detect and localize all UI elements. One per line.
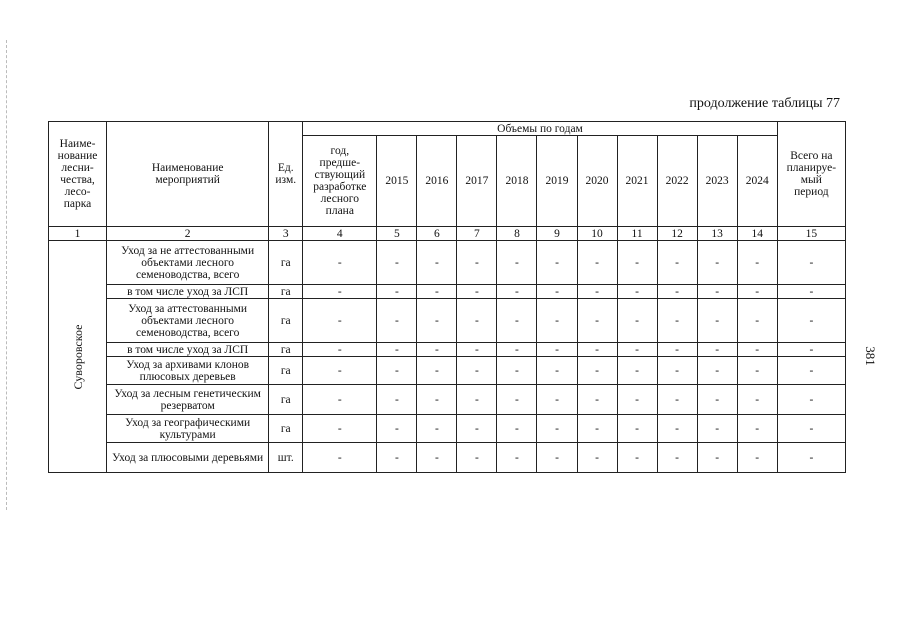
value-cell: - [457, 285, 497, 299]
column-number: 10 [577, 227, 617, 241]
forestry-plan-table [48, 121, 846, 473]
value-cell: - [303, 299, 377, 343]
value-cell: - [377, 443, 417, 473]
value-cell: - [457, 299, 497, 343]
value-cell: - [577, 285, 617, 299]
value-cell: - [497, 285, 537, 299]
column-number: 13 [697, 227, 737, 241]
value-cell: - [777, 241, 845, 285]
value-cell: - [457, 343, 497, 357]
column-number: 6 [417, 227, 457, 241]
activity-name: в том числе уход за ЛСП [107, 285, 269, 299]
unit-cell: га [269, 285, 303, 299]
value-cell: - [303, 343, 377, 357]
value-cell: - [617, 357, 657, 385]
value-cell: - [697, 357, 737, 385]
forestry-name-cell [49, 241, 107, 473]
value-cell: - [537, 299, 577, 343]
header-year: 2023 [697, 136, 737, 227]
table-row [49, 299, 846, 343]
value-cell: - [577, 385, 617, 415]
value-cell: - [617, 285, 657, 299]
header-unit: Ед. изм. [269, 122, 303, 227]
value-cell: - [657, 285, 697, 299]
value-cell: - [737, 285, 777, 299]
value-cell: - [457, 241, 497, 285]
value-cell: - [577, 443, 617, 473]
value-cell: - [417, 357, 457, 385]
value-cell: - [737, 299, 777, 343]
value-cell: - [537, 385, 577, 415]
value-cell: - [377, 415, 417, 443]
value-cell: - [697, 299, 737, 343]
value-cell: - [617, 241, 657, 285]
table-row [49, 415, 846, 443]
header-year: 2022 [657, 136, 697, 227]
value-cell: - [657, 241, 697, 285]
value-cell: - [617, 415, 657, 443]
value-cell: - [417, 299, 457, 343]
header-activity: Наименование мероприятий [107, 122, 269, 227]
header-year: 2020 [577, 136, 617, 227]
value-cell: - [577, 343, 617, 357]
column-number: 9 [537, 227, 577, 241]
header-year: 2018 [497, 136, 537, 227]
column-number: 1 [49, 227, 107, 241]
value-cell: - [537, 241, 577, 285]
value-cell: - [457, 443, 497, 473]
unit-cell: га [269, 241, 303, 285]
column-number: 15 [777, 227, 845, 241]
header-year: 2015 [377, 136, 417, 227]
value-cell: - [417, 241, 457, 285]
header-year: 2017 [457, 136, 497, 227]
value-cell: - [777, 443, 845, 473]
value-cell: - [777, 385, 845, 415]
activity-name: Уход за лесным генетическим резерватом [107, 385, 269, 415]
value-cell: - [417, 415, 457, 443]
value-cell: - [377, 299, 417, 343]
value-cell: - [657, 443, 697, 473]
unit-cell: га [269, 415, 303, 443]
value-cell: - [303, 285, 377, 299]
value-cell: - [303, 415, 377, 443]
value-cell: - [617, 443, 657, 473]
value-cell: - [417, 343, 457, 357]
value-cell: - [457, 415, 497, 443]
table-row [49, 357, 846, 385]
value-cell: - [377, 285, 417, 299]
forestry-name: Суворовское [70, 324, 85, 389]
header-year: 2021 [617, 136, 657, 227]
table-row [49, 285, 846, 299]
value-cell: - [537, 285, 577, 299]
value-cell: - [537, 443, 577, 473]
table-row [49, 443, 846, 473]
value-cell: - [657, 385, 697, 415]
activity-name: Уход за плюсовыми деревьями [107, 443, 269, 473]
column-number: 11 [617, 227, 657, 241]
value-cell: - [497, 299, 537, 343]
value-cell: - [657, 299, 697, 343]
header-previous-year: год, предше- ствующий разработке лесного плана [303, 136, 377, 227]
unit-cell: га [269, 385, 303, 415]
value-cell: - [377, 385, 417, 415]
value-cell: - [377, 357, 417, 385]
unit-cell: га [269, 343, 303, 357]
value-cell: - [777, 299, 845, 343]
value-cell: - [657, 415, 697, 443]
value-cell: - [737, 357, 777, 385]
value-cell: - [737, 415, 777, 443]
value-cell: - [537, 357, 577, 385]
value-cell: - [497, 415, 537, 443]
column-number: 4 [303, 227, 377, 241]
unit-cell: га [269, 357, 303, 385]
page-edge-marks [6, 40, 7, 510]
value-cell: - [497, 357, 537, 385]
value-cell: - [377, 343, 417, 357]
value-cell: - [303, 241, 377, 285]
header-year: 2024 [737, 136, 777, 227]
header-year: 2016 [417, 136, 457, 227]
table-row [49, 343, 846, 357]
value-cell: - [737, 385, 777, 415]
value-cell: - [697, 385, 737, 415]
value-cell: - [697, 443, 737, 473]
value-cell: - [697, 241, 737, 285]
value-cell: - [577, 241, 617, 285]
header-total: Всего на планируе- мый период [777, 122, 845, 227]
value-cell: - [417, 285, 457, 299]
value-cell: - [737, 443, 777, 473]
value-cell: - [457, 385, 497, 415]
table-row [49, 241, 846, 285]
unit-cell: га [269, 299, 303, 343]
column-number: 14 [737, 227, 777, 241]
value-cell: - [303, 385, 377, 415]
value-cell: - [777, 357, 845, 385]
value-cell: - [777, 343, 845, 357]
value-cell: - [497, 343, 537, 357]
value-cell: - [457, 357, 497, 385]
value-cell: - [697, 415, 737, 443]
column-number: 7 [457, 227, 497, 241]
value-cell: - [777, 415, 845, 443]
activity-name: Уход за географическими культурами [107, 415, 269, 443]
value-cell: - [657, 343, 697, 357]
value-cell: - [417, 443, 457, 473]
header-year: 2019 [537, 136, 577, 227]
activity-name: Уход за архивами клонов плюсовых деревьев [107, 357, 269, 385]
value-cell: - [777, 285, 845, 299]
value-cell: - [617, 343, 657, 357]
activity-name: Уход за не аттестованными объектами лесного семеноводства, всего [107, 241, 269, 285]
value-cell: - [537, 415, 577, 443]
activity-name: Уход за аттестованными объектами лесного семеноводства, всего [107, 299, 269, 343]
value-cell: - [417, 385, 457, 415]
column-number: 2 [107, 227, 269, 241]
value-cell: - [737, 343, 777, 357]
header-forestry: Наиме- нование лесни- чества, лесо- парка [49, 122, 107, 227]
value-cell: - [737, 241, 777, 285]
value-cell: - [577, 299, 617, 343]
value-cell: - [617, 385, 657, 415]
value-cell: - [657, 357, 697, 385]
value-cell: - [617, 299, 657, 343]
column-number: 12 [657, 227, 697, 241]
table-row [49, 385, 846, 415]
unit-cell: шт. [269, 443, 303, 473]
table-continuation-caption: продолжение таблицы 77 [689, 96, 840, 111]
value-cell: - [577, 415, 617, 443]
value-cell: - [697, 343, 737, 357]
column-number: 5 [377, 227, 417, 241]
column-number: 8 [497, 227, 537, 241]
header-volumes-by-year: Объемы по годам [303, 122, 777, 136]
value-cell: - [497, 385, 537, 415]
value-cell: - [537, 343, 577, 357]
value-cell: - [497, 443, 537, 473]
value-cell: - [303, 443, 377, 473]
value-cell: - [497, 241, 537, 285]
page-number: 381 [862, 346, 878, 366]
column-number: 3 [269, 227, 303, 241]
value-cell: - [303, 357, 377, 385]
value-cell: - [577, 357, 617, 385]
value-cell: - [697, 285, 737, 299]
activity-name: в том числе уход за ЛСП [107, 343, 269, 357]
value-cell: - [377, 241, 417, 285]
